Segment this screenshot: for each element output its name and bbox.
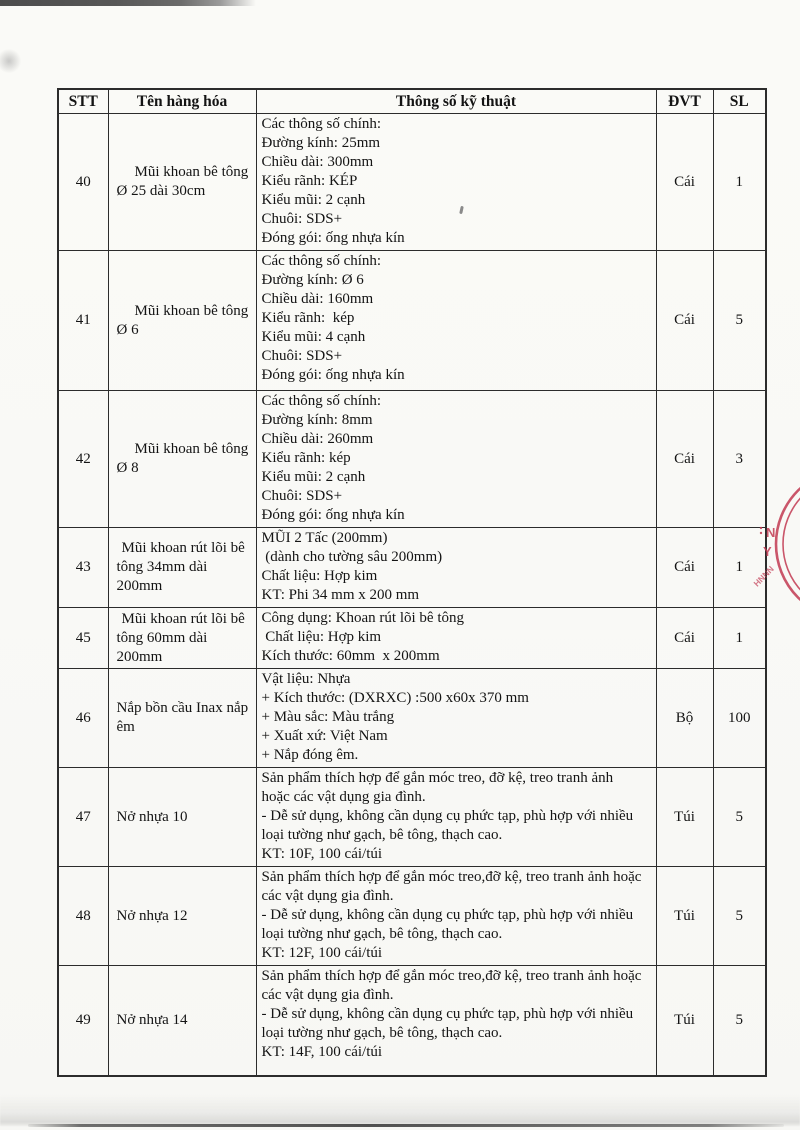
header-specs: Thông số kỹ thuật	[256, 89, 656, 114]
row-number-cell: 40	[58, 114, 108, 251]
stamp-dot	[760, 527, 762, 529]
product-name-cell: Nắp bồn cầu Inax nắp êm	[108, 669, 256, 768]
spec-line: Kiểu rãnh: KÉP	[261, 173, 358, 189]
product-name-cell: Nở nhựa 14	[108, 966, 256, 1076]
unit-cell: Cái	[656, 528, 713, 608]
unit-cell: Túi	[656, 966, 713, 1076]
spec-line: (dành cho tường sâu 200mm)	[261, 549, 443, 565]
table-row	[58, 391, 766, 528]
table-row	[58, 966, 766, 1076]
scan-noise-band	[0, 1094, 800, 1126]
spec-line: KT: 12F, 100 cái/túi	[261, 945, 383, 961]
spec-line: Chuôi: SDS+	[261, 348, 343, 364]
spec-line: Công dụng: Khoan rút lõi bê tông	[261, 610, 464, 626]
product-name-cell: Mũi khoan bê tông Ø 25 dài 30cm	[108, 114, 256, 251]
spec-line: Chất liệu: Hợp kim	[261, 568, 378, 584]
spec-line: Đóng gói: ống nhựa kín	[261, 507, 405, 523]
spec-line: KT: 14F, 100 cái/túi	[261, 1044, 383, 1060]
quantity-cell: 3	[713, 391, 766, 528]
spec-line: + Xuất xứ: Việt Nam	[261, 728, 388, 744]
unit-cell: Túi	[656, 867, 713, 966]
quantity-cell: 5	[713, 966, 766, 1076]
scan-edge-line	[28, 1124, 784, 1127]
spec-line: Các thông số chính:	[261, 116, 382, 132]
table-row	[58, 608, 766, 669]
header-unit: ĐVT	[656, 89, 713, 114]
spec-line: Chất liệu: Hợp kim	[261, 629, 382, 645]
scan-edge-bar	[0, 0, 256, 6]
spec-line: Kiểu mũi: 2 cạnh	[261, 469, 366, 485]
red-stamp	[752, 462, 800, 627]
table-row	[58, 867, 766, 966]
row-number-cell: 49	[58, 966, 108, 1076]
unit-cell: Bộ	[656, 669, 713, 768]
table-row	[58, 251, 766, 391]
spec-line: Chiều dài: 160mm	[261, 291, 374, 307]
spec-line: Đường kính: 25mm	[261, 135, 381, 151]
table-header	[58, 89, 766, 114]
spec-line: Kiểu mũi: 2 cạnh	[261, 192, 366, 208]
spec-line: + Kích thước: (DXRXC) :500 x60x 370 mm	[261, 690, 529, 706]
quantity-cell: 100	[713, 669, 766, 768]
stamp-outer-ring	[776, 468, 800, 620]
spec-line: Chiều dài: 300mm	[261, 154, 374, 170]
spec-line: Chuôi: SDS+	[261, 211, 343, 227]
product-name-cell: Mũi khoan rút lõi bê tông 60mm dài 200mm	[108, 608, 256, 669]
specs-cell	[256, 528, 656, 608]
table-row	[58, 528, 766, 608]
specs-cell	[256, 669, 656, 768]
specs-cell	[256, 867, 656, 966]
header-product-name: Tên hàng hóa	[108, 89, 256, 114]
spec-line: KT: Phi 34 mm x 200 mm	[261, 587, 420, 603]
spec-line: Đóng gói: ống nhựa kín	[261, 230, 405, 246]
unit-cell: Cái	[656, 114, 713, 251]
specs-cell	[256, 114, 656, 251]
row-number-cell: 48	[58, 867, 108, 966]
unit-cell: Cái	[656, 251, 713, 391]
specs-cell	[256, 251, 656, 391]
row-number-cell: 43	[58, 528, 108, 608]
spec-line: + Nắp đóng êm.	[261, 747, 359, 763]
spec-line: Các thông số chính:	[261, 393, 382, 409]
quantity-cell: 1	[713, 528, 766, 608]
spec-line: Đường kính: 8mm	[261, 412, 373, 428]
product-name-cell: Mũi khoan bê tông Ø 8	[108, 391, 256, 528]
stamp-mid-ring	[783, 475, 800, 613]
spec-line: MŨI 2 Tấc (200mm)	[261, 530, 388, 546]
table-row	[58, 114, 766, 251]
spec-line: Kiểu rãnh: kép	[261, 310, 355, 326]
spec-line: - Dễ sử dụng, không cần dụng cụ phức tạp, phù hợp với nhiều loại tường như gạch, bê tông, thạch cao.	[261, 907, 637, 942]
spec-line: Các thông số chính:	[261, 253, 382, 269]
spec-line: - Dễ sử dụng, không cần dụng cụ phức tạp, phù hợp với nhiều loại tường như gạch, bê tông, thạch cao.	[261, 808, 637, 843]
row-number-cell: 45	[58, 608, 108, 669]
spec-line: Sản phẩm thích hợp để gắn móc treo,đỡ kệ, treo tranh ảnh hoặc các vật dụng gia đình.	[261, 968, 646, 1003]
row-number-cell: 41	[58, 251, 108, 391]
spec-line: KT: 10F, 100 cái/túi	[261, 846, 383, 862]
spec-line: Sản phẩm thích hợp để gắn móc treo, đỡ kệ, treo tranh ảnh hoặc các vật dụng gia đình.	[261, 770, 617, 805]
product-name-cell: Mũi khoan rút lõi bê tông 34mm dài 200mm	[108, 528, 256, 608]
header-row	[58, 89, 766, 114]
stamp-letter-n: N	[766, 525, 776, 540]
spec-line: - Dễ sử dụng, không cần dụng cụ phức tạp, phù hợp với nhiều loại tường như gạch, bê tông, thạch cao.	[261, 1006, 637, 1041]
spec-line: Chiều dài: 260mm	[261, 431, 374, 447]
spec-line: Kiểu mũi: 4 cạnh	[261, 329, 366, 345]
specs-cell	[256, 966, 656, 1076]
specs-cell	[256, 608, 656, 669]
spec-line: Đóng gói: ống nhựa kín	[261, 367, 405, 383]
row-number-cell: 46	[58, 669, 108, 768]
specs-cell	[256, 391, 656, 528]
stamp-dot	[760, 532, 762, 534]
quantity-cell: 5	[713, 768, 766, 867]
quantity-cell: 5	[713, 867, 766, 966]
header-quantity: SL	[713, 89, 766, 114]
unit-cell: Túi	[656, 768, 713, 867]
product-table	[57, 88, 767, 1077]
product-name-cell: Nở nhựa 12	[108, 867, 256, 966]
spec-line: Vật liệu: Nhựa	[261, 671, 351, 687]
spec-line: Kích thước: 60mm x 200mm	[261, 648, 440, 664]
table-body	[58, 114, 766, 1076]
product-name-cell: Mũi khoan bê tông Ø 6	[108, 251, 256, 391]
stamp-letter-y: Y	[763, 544, 772, 559]
product-name-cell: Nở nhựa 10	[108, 768, 256, 867]
specs-cell	[256, 768, 656, 867]
spec-line: Đường kính: Ø 6	[261, 272, 364, 288]
spec-line: Sản phẩm thích hợp để gắn móc treo,đỡ kệ, treo tranh ảnh hoặc các vật dụng gia đình.	[261, 869, 646, 904]
unit-cell: Cái	[656, 608, 713, 669]
row-number-cell: 47	[58, 768, 108, 867]
quantity-cell: 5	[713, 251, 766, 391]
stamp-arc-text: HNNN	[751, 563, 776, 589]
header-stt: STT	[58, 89, 108, 114]
table-row	[58, 768, 766, 867]
table-row	[58, 669, 766, 768]
scan-smudge	[0, 44, 26, 78]
unit-cell: Cái	[656, 391, 713, 528]
spec-line: Chuôi: SDS+	[261, 488, 343, 504]
quantity-cell: 1	[713, 608, 766, 669]
row-number-cell: 42	[58, 391, 108, 528]
spec-line: + Màu sắc: Màu trắng	[261, 709, 395, 725]
quantity-cell: 1	[713, 114, 766, 251]
spec-line: Kiểu rãnh: kép	[261, 450, 351, 466]
